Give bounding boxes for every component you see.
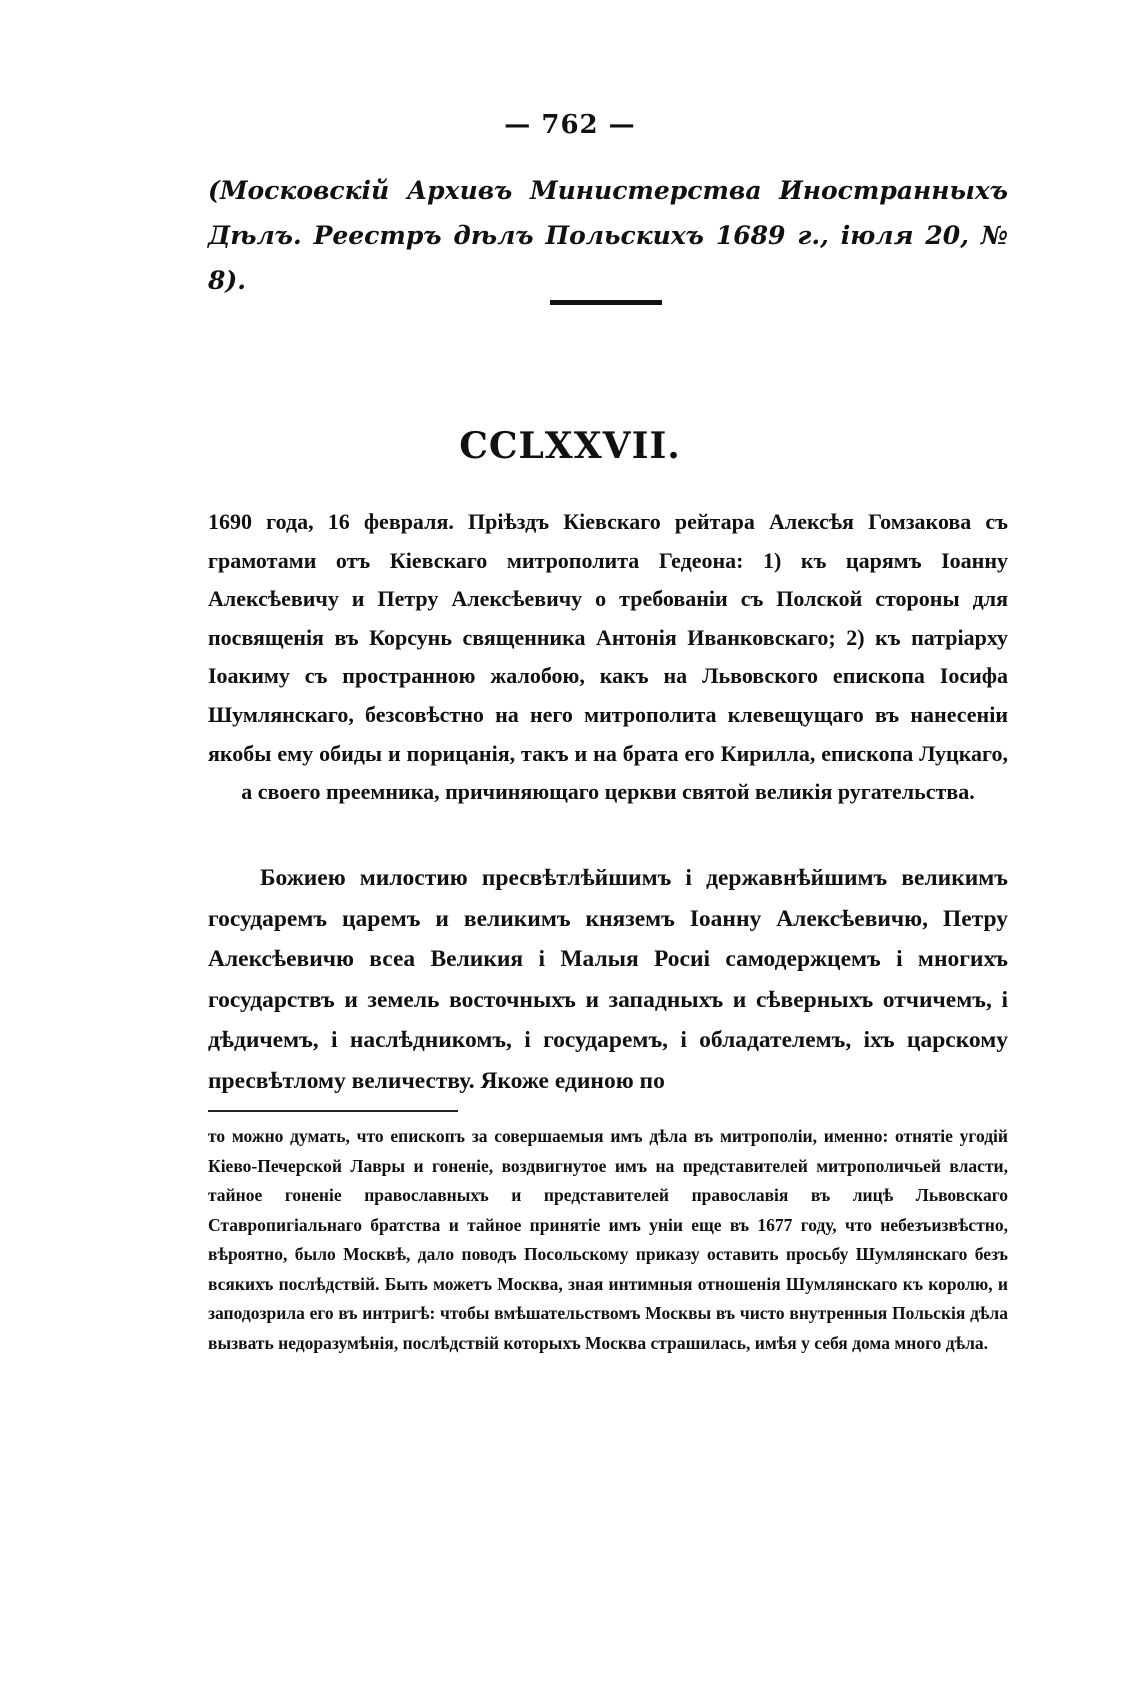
body-paragraph: Божиею милостию пресвѣтлѣйшимъ і державнѣйшимъ великимъ государемъ царемъ и великимъ княземъ Іоанну Алексѣевичю, Петру Алексѣевичю всеа Великия і Малыя Росиі самодержцемъ і многихъ государствъ и земель восточныхъ и западныхъ и сѣверныхъ отчичемъ, і дѣдичемъ, і наслѣдникомъ, і государемъ, і обладателемъ, іхъ царскому пресвѣтлому величеству. Якоже единою по	[208, 865, 1008, 1094]
page-number: — 762 —	[504, 110, 636, 140]
footnote: то можно думать, что епископъ за совершаемыя имъ дѣла въ митрополіи, именно: отнятіе угодій Кіево-Печерской Лавры и гоненіе, воздвигнутое имъ на представителей митрополичьей власти, тайное гоненіе православныхъ и представителей православія въ лицѣ Львовскаго Ставропигіальнаго братства и тайное принятіе имъ уніи еще въ 1677 году, что небезъизвѣстно, вѣроятно, было Москвѣ, дало поводъ Посольскому приказу оставить просьбу Шумлянскаго безъ всякихъ послѣдствій. Быть можетъ Москва, зная интимныя отношенія Шумлянскаго къ королю, и заподозрила его въ интригѣ: чтобы вмѣшательствомъ Москвы въ чисто внутренныя Польскія дѣла вызвать недоразумѣнія, послѣдствій которыхъ Москва страшилась, имѣя у себя дома много дѣла.	[208, 1126, 1008, 1353]
document-number: CCLXXVII.	[459, 425, 681, 467]
document-heading: 1690 года, 16 февраля. Пріѣздъ Кіевскаго рейтара Алексѣя Гомзакова съ грамотами отъ Кіевскаго митрополита Гедеона: 1) къ царямъ Іоанну Алексѣевичу и Петру Алексѣевичу о требованіи съ Полской стороны для посвященія въ Корсунь священника Антонія Иванковскаго; 2) къ патріарху Іоакиму съ пространною жалобою, какъ на Львовского епископа Іосифа Шумлянскаго, безсовѣстно на него митрополита клевещущаго въ нанесеніи якобы ему обиды и порицанія, такъ и на брата его Кирилла, епископа Луцкаго, а своего преемника, причиняющаго церкви святой великія ругательства.	[208, 509, 1008, 805]
section-divider	[550, 300, 662, 305]
footnote-separator	[208, 1110, 458, 1112]
source-reference: (Московскій Архивъ Министерства Иностранныхъ Дѣлъ. Реестръ дѣлъ Польскихъ 1689 г., іюля 20, № 8).	[208, 176, 1008, 295]
